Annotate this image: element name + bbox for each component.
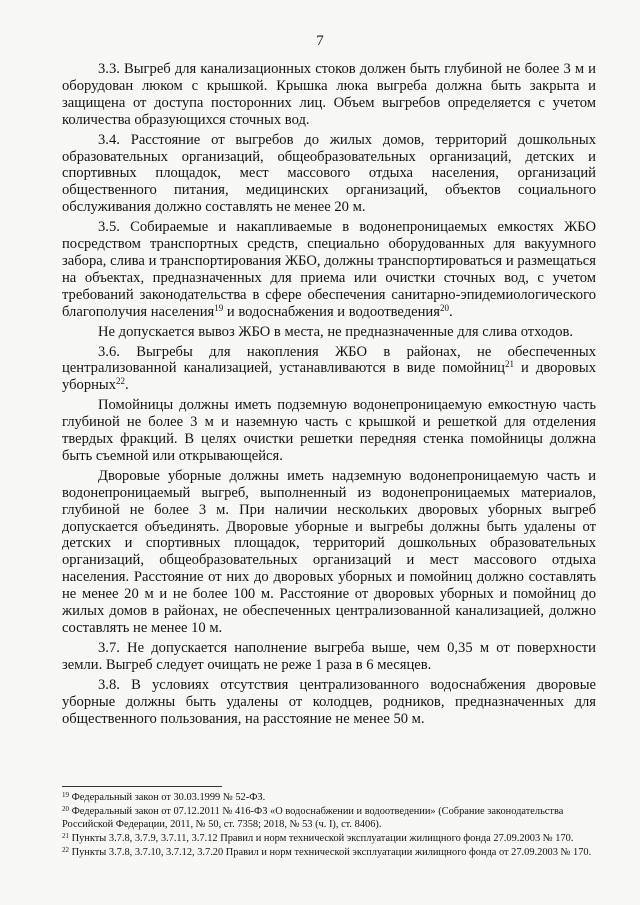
paragraph-3-5: 3.5. Собираемые и накапливаемые в водонепроницаемых емкостях ЖБО посредством транспортных средств, специально оборудованных для вакуумного забора, слива и транспортирования ЖБО, должны транспортироваться и размещаться на объектах, предназначенных для приема или очистки сточных вод, с учетом требований законодательства в сфере обеспечения санитарно-эпидемиологического благополучия населения$^{19}$ и водоснабжения и водоотведения$^{20}$. bbox=[62, 219, 596, 320]
footnote-ref-20[interactable]: 20 bbox=[439, 302, 449, 313]
footnote-22: $^{22}$ Пункты 3.7.8, 3.7.10, 3.7.12, 3.7.20 Правил и норм технической эксплуатации жилищного фонда от 27.09.2003 № 170. bbox=[62, 846, 592, 858]
footnote-20: $^{20}$ Федеральный закон от 07.12.2011 № 416-ФЗ «О водоснабжении и водоотведении» (Собрание законодательства Российской Федерации, 2011, № 50, ст. 7358; 2018, № 53 (ч. I), ст. 8406). bbox=[62, 805, 564, 830]
document-body bbox=[62, 61, 596, 730]
page-number: 7 bbox=[316, 33, 324, 49]
paragraph-no-removal: Не допускается вывоз ЖБО в места, не предназначенные для слива отходов. bbox=[98, 323, 574, 340]
paragraph-dvorovye-ubornye: Дворовые уборные должны иметь надземную водонепроницаемую часть и водонепроницаемый выгреб, выполненный из водонепроницаемых материалов, глубиной не более 3 м. При наличии нескольких дворовых уборных выгреб допускается объединять. Дворовые уборные и выгребы должны быть удалены от детских и спортивных площадок, территорий дошкольных образовательных организаций, общеобразовательных организаций и мест массового отдыха населения. Расстояние от них до дворовых уборных и помойниц должно составлять не менее 20 м и не более 100 м. Расстояние от дворовых уборных и помойниц до жилых домов в районах, не обеспеченных централизованной канализацией, должно составлять не менее 10 м. bbox=[62, 467, 596, 636]
footnote-21: $^{21}$ Пункты 3.7.8, 3.7.9, 3.7.11, 3.7.12 Правил и норм технической эксплуатации жилищного фонда 27.09.2003 № 170. bbox=[62, 832, 574, 844]
footnote-ref-19[interactable]: 19 bbox=[214, 302, 224, 313]
paragraph-3-4: 3.4. Расстояние от выгребов до жилых домов, территорий дошкольных образовательных организаций, общеобразовательных организаций, детских и спортивных площадок, мест массового отдыха населения, организаций общественного питания, медицинских организаций, объектов социального обслуживания должно составлять не менее 20 м. bbox=[62, 131, 596, 216]
paragraph-3-6: 3.6. Выгребы для накопления ЖБО в районах, не обеспеченных централизованной канализацией, устанавливаются в виде помойниц$^{21}$ и дворовых уборных$^{22}$. bbox=[62, 343, 596, 394]
footnote-ref-21[interactable]: 21 bbox=[505, 359, 514, 370]
paragraph-3-8: 3.8. В условиях отсутствия централизованного водоснабжения дворовые уборные должны быть удалены от колодцев, родников, предназначенных для общественного пользования, на расстояние не менее 50 м. bbox=[62, 676, 596, 727]
paragraph-3-7: 3.7. Не допускается наполнение выгреба выше, чем 0,35 м от поверхности земли. Выгреб следует очищать не реже 1 раза в 6 месяцев. bbox=[62, 639, 596, 673]
footnote-ref-22[interactable]: 22 bbox=[116, 376, 126, 387]
paragraph-pomoinitsy: Помойницы должны иметь подземную водонепроницаемую емкостную часть глубиной не более 3 м и наземную часть с крышкой и решеткой для отделения твердых фракций. В целях очистки решетки передняя стенка помойницы должна быть съемной или открывающейся. bbox=[62, 397, 596, 464]
footnotes bbox=[62, 791, 596, 860]
paragraph-3-3: 3.3. Выгреб для канализационных стоков должен быть глубиной не более 3 м и оборудован люком с крышкой. Крышка люка выгреба должна быть закрыта и защищена от доступа посторонних лиц. Объем выгребов определяется с учетом количества образующихся сточных вод. bbox=[62, 61, 596, 128]
footnote-separator bbox=[62, 786, 222, 787]
footnote-19: $^{19}$ Федеральный закон от 30.03.1999 № 52-ФЗ. bbox=[62, 791, 266, 803]
